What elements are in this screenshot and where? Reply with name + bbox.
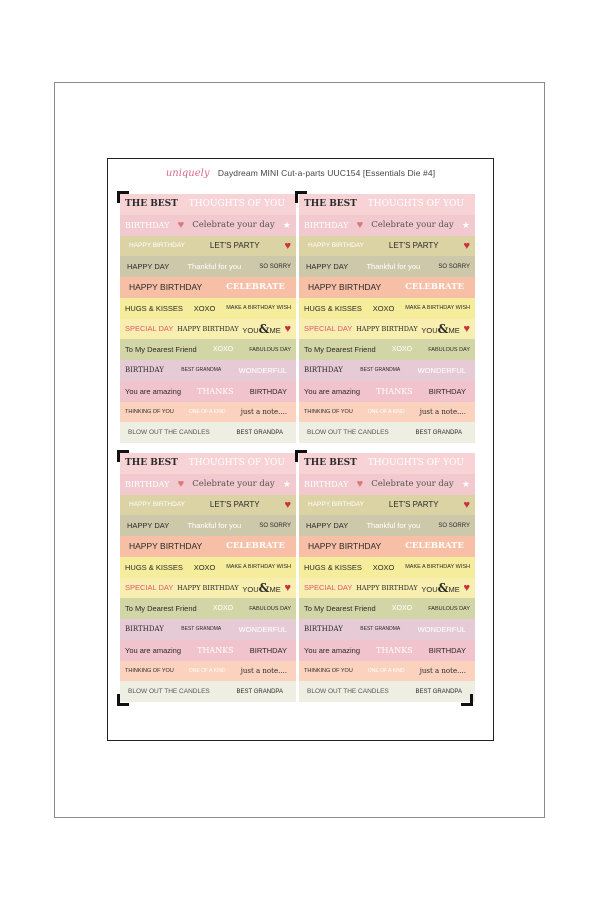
- sentiment-row: [120, 474, 296, 495]
- sentiment-text: HAPPY BIRTHDAY: [129, 501, 185, 509]
- sentiment-text: SO SORRY: [438, 263, 470, 270]
- sentiment-text: Celebrate your day: [192, 479, 275, 490]
- sheet-header: [108, 168, 493, 179]
- sentiment-row: [120, 536, 296, 557]
- sentiment-row: [299, 422, 475, 443]
- sentiment-text: You are amazing: [125, 386, 182, 396]
- sentiment-text: FABULOUS DAY: [428, 346, 470, 353]
- sentiment-text: You are amazing: [304, 645, 361, 655]
- heart-icon: ♥: [284, 322, 291, 335]
- sentiment-text: BLOW OUT THE CANDLES: [307, 429, 389, 437]
- crop-mark: [117, 450, 129, 462]
- sentiment-text: THE BEST: [304, 199, 357, 210]
- sentiment-text: HUGS & KISSES: [304, 562, 362, 572]
- sentiment-text: BIRTHDAY: [304, 366, 343, 375]
- sentiment-text: BEST GRANDPA: [236, 429, 283, 436]
- sentiment-text: XOXO: [372, 303, 395, 313]
- sentiment-text: XOXO: [372, 562, 395, 572]
- sentiment-row: [120, 360, 296, 381]
- sentiment-text: THOUGHTS OF YOU: [367, 458, 464, 469]
- sentiment-text: CELEBRATE: [405, 282, 464, 293]
- sentiment-text: Celebrate your day: [371, 220, 454, 231]
- sentiment-text: THOUGHTS OF YOU: [188, 458, 285, 469]
- sentiment-text: BIRTHDAY: [304, 220, 349, 230]
- sentiment-row: [299, 536, 475, 557]
- sentiment-text: You are amazing: [304, 386, 361, 396]
- heart-icon: ♥: [284, 581, 291, 594]
- sentiment-row: [120, 640, 296, 661]
- crop-mark: [461, 694, 473, 706]
- sentiment-text: HAPPY BIRTHDAY: [308, 282, 382, 293]
- sentiment-row: [299, 277, 475, 298]
- sentiment-text: HAPPY BIRTHDAY: [356, 583, 418, 592]
- sentiment-text: Thankful for you: [187, 521, 242, 531]
- ampersand-text: &: [437, 580, 449, 595]
- sentiment-row: [299, 339, 475, 360]
- sentiment-text: HAPPY BIRTHDAY: [129, 541, 203, 552]
- sentiment-row: [299, 319, 475, 340]
- sentiment-text: BIRTHDAY: [125, 366, 164, 375]
- sentiment-row: [299, 474, 475, 495]
- sentiment-block: [120, 194, 296, 443]
- sentiment-text: HAPPY BIRTHDAY: [177, 583, 239, 592]
- sentiment-text: FABULOUS DAY: [249, 605, 291, 612]
- sentiment-text: XOXO: [212, 346, 234, 354]
- sentiment-text: THINKING OF YOU: [304, 667, 353, 674]
- sentiment-row: [120, 681, 296, 702]
- sentiment-text: THE BEST: [125, 199, 178, 210]
- sentiment-row: [120, 381, 296, 402]
- sentiment-row: [299, 598, 475, 619]
- sentiment-text: MAKE A BIRTHDAY WISH: [226, 305, 291, 312]
- sentiment-text: To My Dearest Friend: [304, 604, 376, 614]
- heart-icon: ♥: [463, 498, 470, 511]
- sentiment-text: HAPPY BIRTHDAY: [129, 282, 203, 293]
- sentiment-text: WONDERFUL: [417, 624, 466, 634]
- sentiment-text: BEST GRANDMA: [360, 626, 401, 633]
- sentiment-row: [299, 661, 475, 682]
- sentiment-text: SPECIAL DAY: [304, 324, 353, 334]
- heart-icon: ♥: [177, 478, 185, 491]
- sentiment-row: [120, 256, 296, 277]
- sentiment-row: [299, 515, 475, 536]
- sentiment-text: just a note....: [240, 666, 287, 675]
- sentiment-text: ONE OF A KIND: [367, 667, 405, 674]
- sentiment-text: BEST GRANDMA: [181, 626, 222, 633]
- sentiment-text: THE BEST: [304, 458, 357, 469]
- sentiment-text: HAPPY BIRTHDAY: [308, 541, 382, 552]
- sentiment-row: [120, 298, 296, 319]
- sentiment-text: ONE OF A KIND: [188, 667, 226, 674]
- star-icon: ★: [282, 219, 291, 230]
- sentiment-text: just a note....: [419, 407, 466, 416]
- sentiment-text: ME: [448, 325, 460, 335]
- sentiment-text: SPECIAL DAY: [125, 583, 174, 593]
- sentiment-text: HUGS & KISSES: [125, 562, 183, 572]
- sentiment-text: BLOW OUT THE CANDLES: [128, 429, 210, 437]
- sentiment-text: HAPPY BIRTHDAY: [356, 324, 418, 333]
- sentiment-text: BIRTHDAY: [125, 220, 170, 230]
- sentiment-row: [299, 381, 475, 402]
- sentiment-text: BEST GRANDPA: [415, 429, 462, 436]
- sentiment-text: LET'S PARTY: [209, 241, 260, 251]
- sentiment-row: [299, 453, 475, 474]
- ampersand-text: &: [437, 321, 449, 336]
- sentiment-text: LET'S PARTY: [388, 241, 439, 251]
- sentiment-text: BIRTHDAY: [304, 625, 343, 634]
- sentiment-text: XOXO: [212, 605, 234, 613]
- sentiment-text: SO SORRY: [259, 522, 291, 529]
- sentiment-text: just a note....: [419, 666, 466, 675]
- sentiment-text: BLOW OUT THE CANDLES: [307, 688, 389, 696]
- sentiment-block: [299, 453, 475, 702]
- star-icon: ★: [282, 478, 291, 489]
- brand-logo: uniquely: [165, 168, 210, 179]
- heart-icon: ♥: [356, 219, 364, 232]
- sentiment-text: To My Dearest Friend: [304, 345, 376, 355]
- sentiment-text: HAPPY DAY: [127, 262, 170, 272]
- sentiment-text: SO SORRY: [259, 263, 291, 270]
- sentiment-row: [120, 277, 296, 298]
- sentiment-text: LET'S PARTY: [388, 500, 439, 510]
- sentiment-text: XOXO: [391, 346, 413, 354]
- sentiment-text: BEST GRANDMA: [181, 367, 222, 374]
- sentiment-text: THOUGHTS OF YOU: [188, 199, 285, 210]
- sentiment-row: [299, 256, 475, 277]
- sentiment-text: THANKS: [197, 386, 234, 396]
- sentiment-text: WONDERFUL: [238, 365, 287, 375]
- sentiment-text: just a note....: [240, 407, 287, 416]
- crop-mark: [117, 191, 129, 203]
- sentiment-text: THE BEST: [125, 458, 178, 469]
- sentiment-text: SPECIAL DAY: [304, 583, 353, 593]
- star-icon: ★: [461, 478, 470, 489]
- sentiment-text: YOU: [421, 325, 438, 335]
- sentiment-text: HAPPY DAY: [306, 521, 349, 531]
- sentiment-row: [299, 557, 475, 578]
- sentiment-text: ME: [448, 584, 460, 594]
- sentiment-text: BLOW OUT THE CANDLES: [128, 688, 210, 696]
- sentiment-text: THINKING OF YOU: [304, 408, 353, 415]
- sentiment-row: [120, 402, 296, 423]
- sentiment-row: [120, 661, 296, 682]
- sentiment-text: THINKING OF YOU: [125, 667, 174, 674]
- sentiment-text: LET'S PARTY: [209, 500, 260, 510]
- sentiment-text: BIRTHDAY: [125, 479, 170, 489]
- ampersand-text: &: [258, 580, 270, 595]
- sentiment-text: BIRTHDAY: [304, 479, 349, 489]
- sentiment-row: [120, 515, 296, 536]
- sentiment-row: [299, 298, 475, 319]
- sentiment-text: MAKE A BIRTHDAY WISH: [405, 564, 470, 571]
- sentiment-text: THANKS: [197, 645, 234, 655]
- sentiment-text: ONE OF A KIND: [188, 408, 226, 415]
- sentiment-text: XOXO: [193, 303, 216, 313]
- sentiment-block: [120, 453, 296, 702]
- heart-icon: ♥: [463, 322, 470, 335]
- sentiment-text: Thankful for you: [366, 262, 421, 272]
- sentiment-text: BIRTHDAY: [428, 645, 466, 655]
- sentiment-text: To My Dearest Friend: [125, 345, 197, 355]
- sentiment-text: CELEBRATE: [405, 541, 464, 552]
- sentiment-row: [299, 236, 475, 257]
- sentiment-text: CELEBRATE: [226, 541, 285, 552]
- heart-icon: ♥: [356, 478, 364, 491]
- sentiment-text: ME: [269, 325, 281, 335]
- sentiment-row: [120, 578, 296, 599]
- sentiment-text: THINKING OF YOU: [125, 408, 174, 415]
- sentiment-text: YOU: [242, 584, 259, 594]
- sentiment-row: [120, 236, 296, 257]
- sentiment-text: HAPPY DAY: [127, 521, 170, 531]
- sentiment-text: YOU: [242, 325, 259, 335]
- sentiment-text: THOUGHTS OF YOU: [367, 199, 464, 210]
- sentiment-text: BIRTHDAY: [428, 386, 466, 396]
- sentiment-text: BIRTHDAY: [249, 386, 287, 396]
- sentiment-text: SPECIAL DAY: [125, 324, 174, 334]
- sentiment-text: HAPPY DAY: [306, 262, 349, 272]
- sentiment-text: To My Dearest Friend: [125, 604, 197, 614]
- sentiment-text: BEST GRANDPA: [415, 688, 462, 695]
- sentiment-text: THANKS: [376, 645, 413, 655]
- sentiment-text: BEST GRANDMA: [360, 367, 401, 374]
- sentiment-text: MAKE A BIRTHDAY WISH: [405, 305, 470, 312]
- sentiment-text: YOU: [421, 584, 438, 594]
- sentiment-text: HAPPY BIRTHDAY: [129, 242, 185, 250]
- sentiment-text: BEST GRANDPA: [236, 688, 283, 695]
- sentiment-text: HUGS & KISSES: [125, 303, 183, 313]
- crop-mark: [117, 694, 129, 706]
- sentiment-row: [120, 495, 296, 516]
- sentiment-text: FABULOUS DAY: [249, 346, 291, 353]
- sentiment-text: SO SORRY: [438, 522, 470, 529]
- sentiment-text: HAPPY BIRTHDAY: [177, 324, 239, 333]
- sentiment-row: [299, 640, 475, 661]
- sentiment-text: WONDERFUL: [417, 365, 466, 375]
- sentiment-row: [299, 194, 475, 215]
- sentiment-text: BIRTHDAY: [125, 625, 164, 634]
- sentiment-text: XOXO: [193, 562, 216, 572]
- sentiment-text: MAKE A BIRTHDAY WISH: [226, 564, 291, 571]
- sentiment-row: [120, 422, 296, 443]
- sentiment-row: [120, 598, 296, 619]
- sentiment-row: [120, 215, 296, 236]
- heart-icon: ♥: [284, 498, 291, 511]
- sentiment-text: FABULOUS DAY: [428, 605, 470, 612]
- sentiment-row: [299, 495, 475, 516]
- sentiment-text: Thankful for you: [366, 521, 421, 531]
- heart-icon: ♥: [463, 239, 470, 252]
- sentiment-text: HAPPY BIRTHDAY: [308, 501, 364, 509]
- sentiment-text: ONE OF A KIND: [367, 408, 405, 415]
- sentiment-text: Celebrate your day: [371, 479, 454, 490]
- heart-icon: ♥: [463, 581, 470, 594]
- sentiment-text: ME: [269, 584, 281, 594]
- sentiment-text: BIRTHDAY: [249, 645, 287, 655]
- sentiment-row: [120, 619, 296, 640]
- sentiment-row: [299, 578, 475, 599]
- sentiment-row: [299, 360, 475, 381]
- sentiment-row: [120, 453, 296, 474]
- sentiment-block: [299, 194, 475, 443]
- sentiment-text: XOXO: [391, 605, 413, 613]
- sentiment-text: You are amazing: [125, 645, 182, 655]
- sentiment-text: HAPPY BIRTHDAY: [308, 242, 364, 250]
- ampersand-text: &: [258, 321, 270, 336]
- sentiment-row: [299, 619, 475, 640]
- heart-icon: ♥: [284, 239, 291, 252]
- heart-icon: ♥: [177, 219, 185, 232]
- sentiment-text: WONDERFUL: [238, 624, 287, 634]
- crop-mark: [295, 450, 307, 462]
- sentiment-text: CELEBRATE: [226, 282, 285, 293]
- sentiment-row: [299, 215, 475, 236]
- sheet-title: Daydream MINI Cut-a-parts UUC154 [Essentials Die #4]: [217, 168, 436, 178]
- crop-mark: [295, 191, 307, 203]
- sentiment-row: [299, 402, 475, 423]
- sentiment-row: [299, 681, 475, 702]
- sentiment-row: [120, 319, 296, 340]
- sentiment-row: [120, 339, 296, 360]
- sentiment-text: Thankful for you: [187, 262, 242, 272]
- sentiment-row: [120, 557, 296, 578]
- sentiment-text: Celebrate your day: [192, 220, 275, 231]
- sentiment-text: THANKS: [376, 386, 413, 396]
- star-icon: ★: [461, 219, 470, 230]
- sentiment-text: HUGS & KISSES: [304, 303, 362, 313]
- sentiment-row: [120, 194, 296, 215]
